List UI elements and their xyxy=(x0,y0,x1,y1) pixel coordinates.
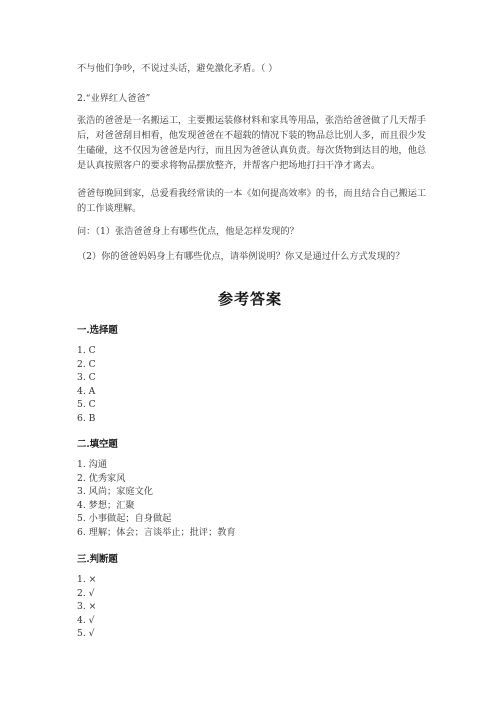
list-item: 2. √ xyxy=(77,587,95,599)
paragraph-text: 张浩的爸爸是一名搬运工，主要搬运装修材料和家具等用品，张浩给爸爸做了几天帮手后，对爸爸刮目相看，他发现爸爸在不超载的情况下装的物品总比别人多，而且很少发生磕碰，这不仅因为爸爸是内行，而且因为爸爸认真负责。每次货物到达目的地，他总是认真按照客户的要求将物品摆放整齐，并帮客户把场地打扫干净才离去。 xyxy=(77,115,427,171)
list-item: 3. 风尚；家庭文化 xyxy=(77,486,153,497)
list-item: 3. C xyxy=(77,372,96,383)
list-item: 4. √ xyxy=(77,614,95,626)
answers-title: 参考答案 xyxy=(217,290,282,308)
list-item: 3. × xyxy=(77,601,97,612)
question-2-title: 2.“业界红人爸爸” xyxy=(77,93,151,104)
section-heading-fill-blank: 二.填空题 xyxy=(77,439,118,450)
list-item: 5. 小事做起；自身做起 xyxy=(77,513,172,524)
list-item: 2. 优秀家风 xyxy=(77,472,126,484)
question-2-paragraph-1 xyxy=(77,113,429,173)
list-item: 5. √ xyxy=(77,628,95,639)
question-2-ask-2 xyxy=(77,249,429,264)
paragraph-text: （2）你的爸爸妈妈身上有哪些优点，请举例说明？你又是通过什么方式发现的？ xyxy=(77,251,405,262)
list-item: 4. A xyxy=(77,385,96,397)
fill-blank-answer-list xyxy=(77,458,236,539)
true-false-answer-list xyxy=(77,573,96,641)
paragraph-text: 爸爸每晚回到家，总爱看我经常读的一本《如何提高效率》的书，而且结合自己搬运工的工作谈理解。 xyxy=(77,188,427,214)
list-item: 6. B xyxy=(77,412,96,424)
list-item: 2. C xyxy=(77,358,96,370)
list-item: 4. 梦想；汇聚 xyxy=(77,499,135,511)
question-1-tail: 不与他们争吵，不说过头话，避免激化矛盾。（ ） xyxy=(77,63,278,74)
list-item: 5. C xyxy=(77,399,96,410)
list-item: 1. C xyxy=(77,345,96,356)
section-heading-choice: 一.选择题 xyxy=(77,325,118,336)
choice-answer-list xyxy=(77,344,96,425)
question-2-paragraph-2 xyxy=(77,186,429,216)
section-heading-true-false: 三.判断题 xyxy=(77,554,118,565)
list-item: 6. 理解；体会；言谈举止；批评；教育 xyxy=(77,526,236,538)
list-item: 1. 沟通 xyxy=(77,459,108,470)
question-2-ask-1: 问：（1）张浩爸爸身上有哪些优点，他是怎样发现的？ xyxy=(77,226,299,237)
list-item: 1. × xyxy=(77,574,97,585)
